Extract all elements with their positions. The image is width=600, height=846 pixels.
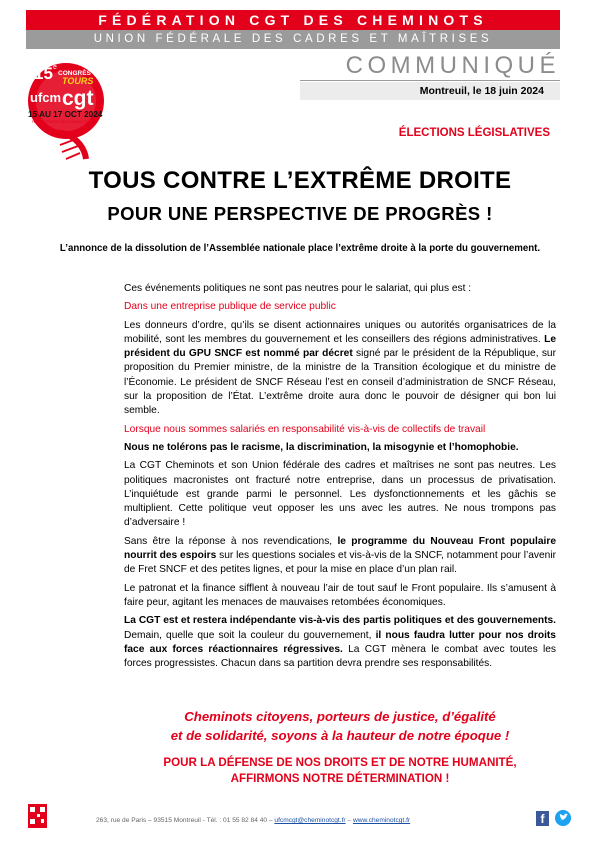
section-heading-responsibility: Lorsque nous sommes salariés en responsabilité vis-à-vis de collectifs de travail xyxy=(124,423,486,435)
logo-congres-word: CONGRÈS xyxy=(58,70,91,77)
communique-divider xyxy=(300,80,560,81)
logo-subline: FÉDÉRATION CGT DES CHEMINOTS xyxy=(32,120,88,124)
facebook-icon[interactable]: f xyxy=(536,811,549,826)
page-subtitle: POUR UNE PERSPECTIVE DE PROGRÈS ! xyxy=(107,203,493,224)
slogan-line-1: Cheminots citoyens, porteurs de justice, d’égalité xyxy=(184,709,496,724)
communique-label: COMMUNIQUÉ xyxy=(345,52,560,79)
footer-website-link[interactable]: www.cheminotcgt.fr xyxy=(352,817,411,824)
logo-dates: 15 AU 17 OCT 2024 xyxy=(28,110,103,119)
paragraph-1: Ces événements politiques ne sont pas neutres pour le salariat, qui plus est : xyxy=(124,283,472,294)
paragraph-2: Les donneurs d’ordre, qu’ils se disent actionnaires uniques ou autorités organisatrices de la mobilité, sont les membres du gouvernement et les conseillers des régions administratives. Le président du GPU SNCF est nommé par décret signé par le président de la République, sur proposition du Premier ministre, de la ministre de la Transition écologique et du ministre de l’Économie. Le président de SNCF Réseau l’est en conseil d’administration de SNCF Réseau, sur la proposition de l’État. L’extrême droite aura donc le pouvoir de désigner qui bon lui semble. xyxy=(124,319,556,417)
logo-congres-num: 15 xyxy=(34,64,53,83)
slogan-line-2: et de solidarité, soyons à la hauteur de notre époque ! xyxy=(170,728,510,743)
logo-congres-sup: e xyxy=(53,64,57,71)
paragraph-4: La CGT Cheminots et son Union fédérale des cadres et maîtrises ne sont pas neutres. Les politiques macronistes ont fracturé notre entreprise, dans un processus de privatisation. L’inquiétude est grande parmi le personnel. Les dysfonctionnements et les gâchis se multiplient. Cette politique veut opposer les uns avec les autres. Ne nous trompons pas d’adversaire ! xyxy=(124,460,556,529)
union-banner: UNION FÉDÉRALE DES CADRES ET MAÎTRISES xyxy=(26,30,560,49)
footer-address: 263, rue de Paris – 93515 Montreuil - Tél. : 01 55 82 84 40 – xyxy=(96,817,275,824)
paragraph-6: Le patronat et la finance sifflent à nouveau l’air de tout sauf le Front populaire. Ils s’amusent à faire peur, agitant les menaces de mauvaises retombées économiques. xyxy=(124,582,556,608)
footer-contact: 263, rue de Paris – 93515 Montreuil - Tél. : 01 55 82 84 40 – ufcmcgt@cheminotcgt.fr – www.cheminotcgt.fr xyxy=(96,817,411,824)
closing-line-2: AFFIRMONS NOTRE DÉTERMINATION ! xyxy=(230,772,450,785)
paragraph-7: La CGT est et restera indépendante vis-à-vis des partis politiques et des gouvernements. Demain, quelle que soit la couleur du gouvernement, il nous faudra lutter pour nos droits face aux forces réactionnaires régressives. La CGT mènera le combat avec toutes les forces progressistes. Chacun dans sa partition devra prendre ses responsabilités. xyxy=(124,615,557,670)
paragraph-5: Sans être la réponse à nos revendications, le programme du Nouveau Front populaire nourrit des espoirs sur les questions sociales et vis-à-vis de la SNCF, notamment pour l’avenir de Fret SNCF et des petites lignes, et pour la mise en place d’un plan rail. xyxy=(124,535,557,576)
logo-brand-ufcm: ufcm xyxy=(30,90,62,105)
federation-banner: FÉDÉRATION CGT DES CHEMINOTS xyxy=(26,10,560,30)
logo-brand-cgt: cgt xyxy=(62,87,94,110)
qr-code-icon[interactable] xyxy=(28,804,47,828)
dateline: Montreuil, le 18 juin 2024 xyxy=(300,82,560,100)
intro-text: L’annonce de la dissolution de l’Assemblée nationale place l’extrême droite à la porte du gouvernement. xyxy=(59,243,541,254)
category-label: ÉLECTIONS LÉGISLATIVES xyxy=(398,127,550,139)
article-body xyxy=(124,282,556,675)
page-title: TOUS CONTRE L’EXTRÊME DROITE xyxy=(88,167,512,194)
logo-city: TOURS xyxy=(62,76,94,86)
closing-line-1: POUR LA DÉFENSE DE NOS DROITS ET DE NOTRE HUMANITÉ, xyxy=(163,756,517,769)
twitter-icon[interactable] xyxy=(555,810,571,826)
footer-email-link[interactable]: ufcmcgt@cheminotcgt.fr xyxy=(274,817,346,824)
section-heading-public-service: Dans une entreprise publique de service public xyxy=(124,301,336,313)
slogan xyxy=(124,707,556,745)
congress-logo xyxy=(26,55,114,173)
closing-call xyxy=(124,755,556,787)
paragraph-3: Nous ne tolérons pas le racisme, la discrimination, la misogynie et l’homophobie. xyxy=(124,441,519,453)
